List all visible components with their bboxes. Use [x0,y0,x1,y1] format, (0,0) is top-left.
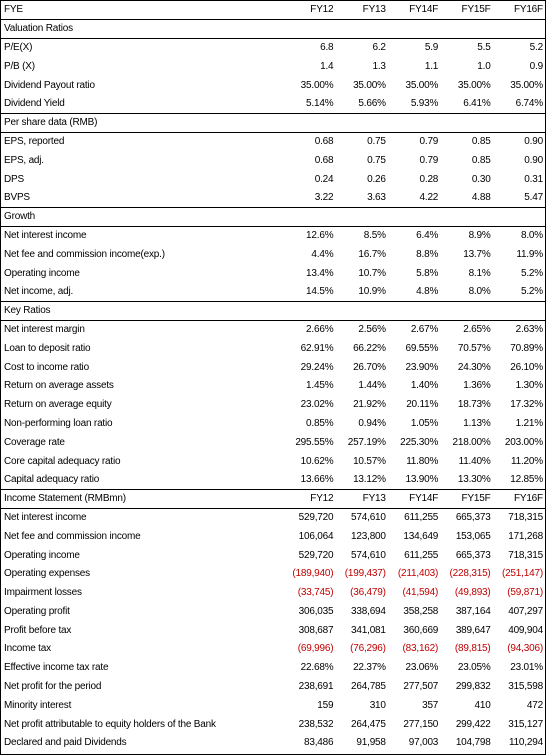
row-value: 23.01% [510,662,543,674]
row-value: 410 [474,699,491,711]
row-value: 295.55% [295,436,334,448]
income-year: FY12 [310,493,334,505]
table-row [1,396,545,415]
income-title: Income Statement (RMBmn) [4,493,126,505]
row-label: Net interest income [4,229,87,241]
row-value: (83,162) [402,643,439,655]
section-title: Growth [4,211,36,223]
row-value: 35.00% [457,79,491,91]
row-value: (94,306) [507,643,543,655]
row-value: 472 [526,699,543,711]
row-value: (41,594) [402,587,439,599]
row-value: 0.30 [471,173,491,185]
table-row [1,471,545,490]
row-value: 277,150 [403,718,439,730]
row-value: 5.2% [520,267,543,279]
row-value: (49,893) [454,587,491,599]
row-value: 16.7% [358,248,386,260]
row-value: 0.28 [419,173,439,185]
row-value: 529,720 [298,549,334,561]
row-value: 29.24% [300,361,334,373]
row-value: 17.32% [510,399,543,411]
row-value: 5.2% [520,286,543,298]
row-value: (228,315) [449,568,491,580]
table-row [1,415,545,434]
row-label: Net interest income [4,511,87,523]
header-row [1,1,545,20]
row-value: 5.66% [358,98,386,110]
table-body [1,20,545,753]
section-title: Key Ratios [4,305,51,317]
table-row [1,527,545,546]
row-value: 8.0% [520,229,543,241]
table-row [1,659,545,678]
row-value: (199,437) [344,568,386,580]
row-value: 0.90 [524,154,543,166]
row-value: 171,268 [508,530,543,542]
row-value: 13.12% [353,474,386,486]
row-value: 360,669 [403,624,439,636]
row-value: 10.9% [358,286,386,298]
row-value: 238,691 [298,681,334,693]
row-value: 23.90% [405,361,439,373]
row-value: 407,297 [508,605,543,617]
row-value: 611,255 [404,549,439,561]
row-value: 1.05% [410,417,439,429]
row-label: P/E(X) [4,41,33,53]
row-label: EPS, adj. [4,154,44,166]
row-value: 70.57% [457,342,491,354]
row-value: 0.79 [419,154,439,166]
income-header-row [1,490,545,509]
row-value: (189,940) [292,568,334,580]
row-label: BVPS [4,192,30,204]
row-value: 2.67% [410,323,439,335]
row-value: 315,598 [508,681,543,693]
row-value: 8.1% [468,267,491,279]
table-row [1,565,545,584]
row-value: 1.30% [515,380,543,392]
row-value: 12.6% [306,229,334,241]
row-value: 13.4% [306,267,334,279]
row-value: 0.68 [314,154,334,166]
table-row [1,603,545,622]
table-row [1,715,545,734]
row-label: Profit before tax [4,624,72,636]
row-value: 11.80% [406,455,439,467]
row-label: Net income, adj. [4,286,74,298]
row-label: Net fee and commission income(exp.) [4,248,165,260]
row-value: 3.22 [314,192,334,204]
row-value: 83,486 [304,737,334,749]
row-value: 3.63 [367,192,386,204]
row-value: 5.8% [416,267,439,279]
row-value: (89,815) [454,643,491,655]
table-row [1,509,545,528]
row-label: DPS [4,173,24,185]
row-value: 11.9% [516,248,543,260]
row-value: 110,294 [508,737,543,749]
section-title-row [1,302,545,321]
table-row [1,133,545,152]
row-value: 69.55% [405,342,439,354]
row-value: 358,258 [403,605,439,617]
row-label: Net interest margin [4,323,85,335]
row-label: Impairment losses [4,587,82,599]
row-label: Loan to deposit ratio [4,342,91,354]
row-value: 13.90% [405,474,439,486]
table-row [1,640,545,659]
row-value: 4.88 [471,192,491,204]
header-year-fy16f: FY16F [513,4,543,16]
row-value: 35.00% [353,79,386,91]
row-value: 11.20% [510,455,543,467]
row-value: 123,800 [351,530,386,542]
table-row [1,245,545,264]
section-title: Per share data (RMB) [4,117,98,129]
row-value: 0.94% [358,417,386,429]
table-row [1,95,545,114]
row-value: 1.45% [306,380,334,392]
table-row [1,339,545,358]
row-value: 104,798 [455,737,491,749]
row-value: 35.00% [405,79,439,91]
row-value: 574,610 [351,549,386,561]
income-year: FY16F [513,493,543,505]
table-row [1,584,545,603]
row-value: 106,064 [298,530,334,542]
row-value: 20.11% [406,399,439,411]
row-label: Return on average equity [4,399,112,411]
row-value: 8.8% [416,248,439,260]
row-value: 1.3 [372,60,386,72]
row-label: Coverage rate [4,436,65,448]
table-row [1,227,545,246]
row-value: 23.06% [405,662,439,674]
row-value: 203.00% [504,436,543,448]
table-row [1,57,545,76]
row-value: 14.5% [306,286,334,298]
row-value: 8.0% [468,286,491,298]
table-row [1,433,545,452]
row-value: 0.68 [314,135,334,147]
row-label: Dividend Yield [4,98,65,110]
row-value: 1.21% [515,417,543,429]
section-title-row [1,20,545,39]
table-row [1,678,545,697]
row-value: (36,479) [350,587,386,599]
row-value: 0.90 [524,135,543,147]
row-value: 35.00% [510,79,543,91]
row-value: 1.1 [424,60,439,72]
row-value: 13.66% [300,474,334,486]
table-row [1,696,545,715]
row-label: Capital adequacy ratio [4,474,100,486]
row-label: Income tax [4,643,51,655]
table-row [1,170,545,189]
row-value: 0.85 [471,154,491,166]
row-value: 0.79 [419,135,439,147]
row-value: 0.9 [529,60,543,72]
row-value: 264,475 [351,718,386,730]
row-value: 24.30% [457,361,491,373]
header-year-fy14f: FY14F [409,4,439,16]
row-value: 310 [369,699,386,711]
row-value: 4.8% [416,286,439,298]
table-row [1,621,545,640]
table-row [1,151,545,170]
row-label: Net profit attributable to equity holders of the Bank [4,718,216,730]
row-value: 10.57% [353,455,386,467]
row-value: 0.26 [367,173,386,185]
row-value: 10.62% [300,455,334,467]
row-value: (33,745) [297,587,334,599]
row-value: 6.41% [463,98,491,110]
row-value: 11.40% [458,455,491,467]
header-year-fy12: FY12 [310,4,334,16]
row-value: 1.36% [463,380,491,392]
row-value: 2.66% [306,323,334,335]
table-row [1,264,545,283]
row-value: 70.89% [510,342,543,354]
row-value: 357 [422,699,439,711]
row-value: 2.56% [358,323,386,335]
row-value: 22.37% [353,662,386,674]
row-label: Declared and paid Dividends [4,737,127,749]
row-label: Cost to income ratio [4,361,89,373]
row-value: 574,610 [351,511,386,523]
row-value: 5.93% [410,98,439,110]
table-row [1,452,545,471]
row-value: 4.22 [419,192,439,204]
table-row [1,39,545,58]
table-row [1,734,545,753]
row-value: 409,904 [508,624,543,636]
row-value: 718,315 [508,549,543,561]
row-value: 23.05% [457,662,491,674]
row-value: 62.91% [300,342,334,354]
row-value: (59,871) [507,587,543,599]
row-value: 8.5% [363,229,386,241]
row-value: 665,373 [455,511,491,523]
row-value: 35.00% [300,79,334,91]
row-value: 529,720 [298,511,334,523]
row-value: 26.10% [510,361,543,373]
table-row [1,189,545,208]
income-year: FY15F [461,493,491,505]
section-title: Valuation Ratios [4,23,73,35]
row-value: 10.7% [358,267,386,279]
row-value: 306,035 [298,605,334,617]
row-value: 18.73% [457,399,491,411]
row-value: 1.44% [358,380,386,392]
row-label: Non-performing loan ratio [4,417,113,429]
row-value: 26.70% [353,361,386,373]
row-value: 5.5 [477,41,491,53]
row-value: 387,164 [455,605,491,617]
row-value: 1.4 [320,60,334,72]
row-value: 13.30% [457,474,491,486]
row-label: Core capital adequacy ratio [4,455,121,467]
row-value: (211,403) [397,568,439,580]
row-value: 611,255 [404,511,439,523]
row-label: Net profit for the period [4,681,102,693]
row-value: 264,785 [351,681,386,693]
row-label: Return on average assets [4,380,114,392]
table-row [1,283,545,302]
row-value: 315,127 [508,718,543,730]
row-label: Dividend Payout ratio [4,79,95,91]
row-value: 1.40% [410,380,439,392]
row-value: (76,296) [350,643,386,655]
row-value: 21.92% [353,399,386,411]
row-value: 6.4% [416,229,439,241]
income-year: FY14F [409,493,439,505]
row-value: (251,147) [501,568,543,580]
table-row [1,76,545,95]
row-value: 238,532 [298,718,334,730]
header-year-fy15f: FY15F [461,4,491,16]
table-row [1,546,545,565]
row-value: 2.63% [515,323,543,335]
row-value: 225.30% [400,436,439,448]
row-value: 277,507 [403,681,439,693]
row-value: 5.2 [529,41,543,53]
row-value: 389,647 [455,624,491,636]
row-value: 0.24 [314,173,334,185]
section-title-row [1,114,545,133]
row-value: 97,003 [408,737,439,749]
row-value: 1.13% [463,417,491,429]
row-label: Effective income tax rate [4,662,109,674]
row-value: 23.02% [300,399,334,411]
row-value: 0.31 [524,173,543,185]
row-value: 66.22% [353,342,386,354]
row-value: 218.00% [452,436,491,448]
row-value: 159 [317,699,334,711]
row-label: Operating income [4,549,80,561]
row-value: 5.47 [524,192,543,204]
row-label: P/B (X) [4,60,35,72]
row-label: Operating expenses [4,568,90,580]
row-value: 0.75 [367,135,386,147]
row-value: 153,065 [455,530,491,542]
row-label: Net fee and commission income [4,530,141,542]
row-label: Minority interest [4,699,72,711]
row-label: EPS, reported [4,135,65,147]
row-value: 5.14% [306,98,334,110]
row-value: 12.85% [510,474,543,486]
row-value: 91,958 [356,737,386,749]
row-value: 338,694 [351,605,386,617]
row-value: 6.2 [372,41,386,53]
row-value: 718,315 [508,511,543,523]
row-value: 134,649 [403,530,439,542]
row-value: 1.0 [477,60,491,72]
row-value: 341,081 [351,624,386,636]
table-row [1,358,545,377]
row-value: 308,687 [298,624,334,636]
row-value: 4.4% [311,248,334,260]
row-value: 5.9 [424,41,439,53]
row-value: 665,373 [455,549,491,561]
row-value: 0.85% [306,417,334,429]
row-label: Operating profit [4,605,70,617]
header-year-fy13: FY13 [362,4,386,16]
row-value: 8.9% [468,229,491,241]
row-value: 299,422 [455,718,491,730]
row-value: 0.75 [367,154,386,166]
row-label: Operating income [4,267,80,279]
table-row [1,321,545,340]
income-year: FY13 [362,493,386,505]
row-value: (69,996) [297,643,334,655]
row-value: 6.8 [320,41,334,53]
header-label: FYE [4,4,23,16]
row-value: 0.85 [471,135,491,147]
row-value: 6.74% [515,98,543,110]
row-value: 257.19% [347,436,386,448]
row-value: 22.68% [300,662,334,674]
section-title-row [1,208,545,227]
row-value: 299,832 [455,681,491,693]
table-row [1,377,545,396]
row-value: 2.65% [463,323,491,335]
row-value: 13.7% [463,248,491,260]
